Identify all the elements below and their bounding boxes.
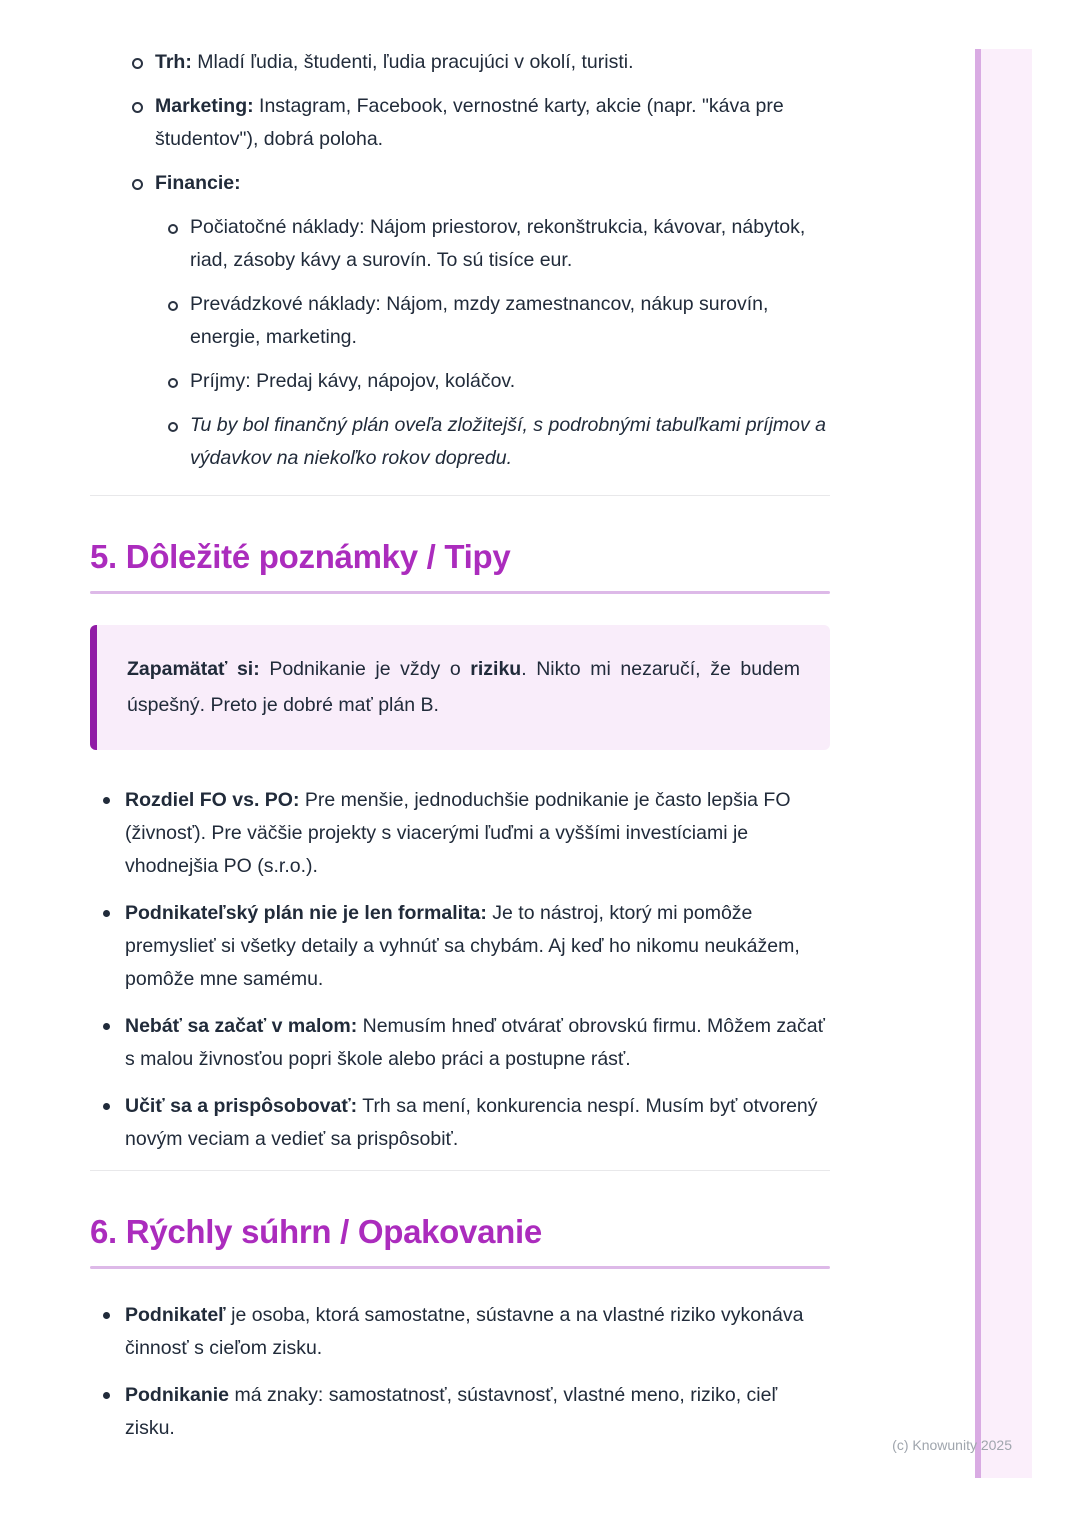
list-item-text: Trh sa mení, konkurencia nespí. Musím byť otvorený novým veciam a vedieť sa prispôsobiť. — [125, 1095, 818, 1150]
list-item-text: Je to nástroj, ktorý mi pomôže premyslieť si všetky detaily a vyhnúť sa chybám. Aj keď ho nikomu neukážem, pomôže mne samému. — [125, 902, 800, 990]
list-item — [125, 1379, 830, 1445]
list-item-label: Podnikateľský plán nie je len formalita: — [125, 902, 487, 924]
list-item-text: Instagram, Facebook, vernostné karty, akcie (napr. "káva pre študentov"), dobrá poloha. — [155, 95, 784, 150]
list-item-label: Učiť sa a prispôsobovať: — [125, 1095, 358, 1117]
callout-text: Podnikanie je vždy o — [269, 658, 461, 680]
list-item-text: Tu by bol finančný plán oveľa zložitejší, s podrobnými tabuľkami príjmov a výdavkov na niekoľko rokov dopredu. — [190, 414, 826, 469]
remember-callout — [90, 625, 830, 750]
list-item — [190, 211, 830, 277]
list-item-label: Financie: — [155, 172, 241, 194]
list-item — [125, 1010, 830, 1076]
callout-label: Zapamätať si: — [127, 658, 260, 680]
list-item-label: Marketing: — [155, 95, 254, 117]
list-item-note — [190, 409, 830, 475]
tips-list — [90, 784, 830, 1156]
list-item-label: Trh: — [155, 51, 192, 73]
list-item-text: Nemusím hneď otvárať obrovskú firmu. Môžem začať s malou živnosťou popri škole alebo práci a postupne rásť. — [125, 1015, 825, 1070]
list-item-text: Pre menšie, jednoduchšie podnikanie je často lepšia FO (živnosť). Pre väčšie projekty s viacerými ľuďmi a vyššími investíciami je vhodnejšia PO (s.r.o.). — [125, 789, 791, 877]
list-item — [125, 784, 830, 883]
list-item-label: Rozdiel FO vs. PO: — [125, 789, 300, 811]
section-divider — [90, 495, 830, 496]
list-item-label: Podnikateľ — [125, 1304, 226, 1326]
right-margin-strip — [975, 49, 1032, 1478]
list-item-text: Počiatočné náklady: Nájom priestorov, rekonštrukcia, kávovar, nábytok, riad, zásoby kávy a surovín. To sú tisíce eur. — [190, 216, 806, 271]
summary-list — [90, 1299, 830, 1445]
section-divider — [90, 1170, 830, 1171]
finance-sub-list — [155, 211, 830, 475]
list-item — [190, 288, 830, 354]
list-item — [155, 90, 830, 156]
section-5-heading: 5. Dôležité poznámky / Tipy — [90, 538, 511, 575]
callout-emphasis: riziku — [470, 658, 522, 680]
copyright-notice: (c) Knowunity 2025 — [892, 1437, 1012, 1453]
list-item — [155, 46, 830, 79]
list-item-text: Prevádzkové náklady: Nájom, mzdy zamestnancov, nákup surovín, energie, marketing. — [190, 293, 769, 348]
list-item-label: Nebáť sa začať v malom: — [125, 1015, 358, 1037]
document-content — [90, 0, 830, 1459]
list-item-text: je osoba, ktorá samostatne, sústavne a na vlastné riziko vykonáva činnosť s cieľom zisku. — [125, 1304, 804, 1359]
list-item-text: má znaky: samostatnosť, sústavnosť, vlastné meno, riziko, cieľ zisku. — [125, 1384, 778, 1439]
list-item — [125, 897, 830, 996]
section-6-heading: 6. Rýchly súhrn / Opakovanie — [90, 1213, 542, 1250]
section-5-heading-rule — [90, 591, 830, 594]
business-plan-list — [90, 46, 830, 475]
list-item — [125, 1090, 830, 1156]
list-item-text: Mladí ľudia, študenti, ľudia pracujúci v okolí, turisti. — [197, 51, 634, 73]
list-item-text: Príjmy: Predaj kávy, nápojov, koláčov. — [190, 370, 516, 392]
section-6-heading-rule — [90, 1266, 830, 1269]
callout-text: . Nikto mi nezaručí, že budem úspešný. Preto je dobré mať plán B. — [127, 658, 800, 716]
list-item-label: Podnikanie — [125, 1384, 230, 1406]
list-item — [155, 167, 830, 475]
list-item — [125, 1299, 830, 1365]
list-item — [190, 365, 830, 398]
